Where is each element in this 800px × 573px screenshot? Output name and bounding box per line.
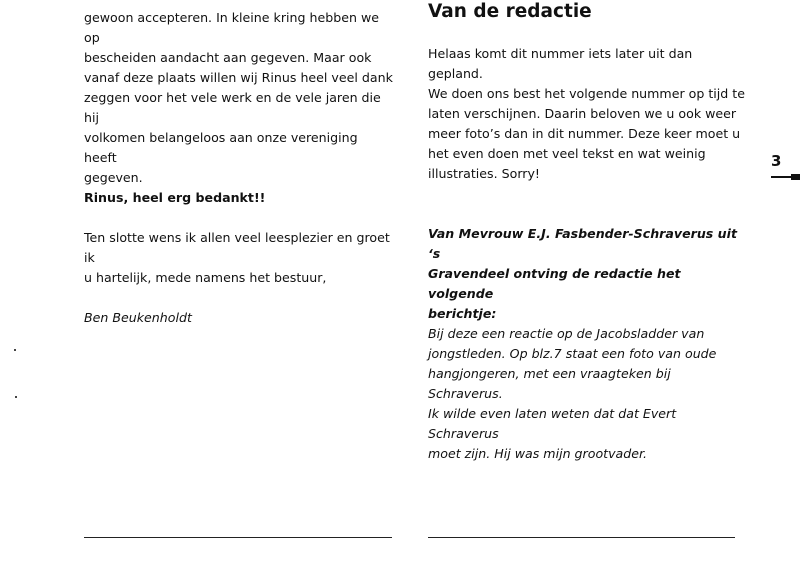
letter-line: moet zijn. Hij was mijn grootvader. bbox=[428, 446, 648, 461]
signature: Ben Beukenholdt bbox=[84, 310, 192, 325]
intro-line: We doen ons best het volgende nummer op tijd te bbox=[428, 86, 745, 101]
intro-line: illustraties. Sorry! bbox=[428, 166, 540, 181]
letter-line: jongstleden. Op blz.7 staat een foto van oude bbox=[428, 346, 717, 361]
left-text-line: zeggen voor het vele werk en de vele jaren die hij bbox=[84, 90, 381, 125]
page-number: 3 bbox=[771, 152, 782, 170]
letter-line: Ik wilde even laten weten dat dat Evert Schraverus bbox=[428, 406, 677, 441]
right-bottom-rule bbox=[428, 537, 735, 538]
thanks-line: Rinus, heel erg bedankt!! bbox=[84, 190, 266, 205]
intro-line: laten verschijnen. Daarin beloven we u ook weer bbox=[428, 106, 737, 121]
left-text-line: bescheiden aandacht aan gegeven. Maar ook bbox=[84, 50, 372, 65]
intro-line: Helaas komt dit nummer iets later uit dan gepland. bbox=[428, 46, 693, 81]
left-column bbox=[84, 8, 394, 328]
letter-intro-line: berichtje: bbox=[428, 306, 497, 321]
left-bottom-rule bbox=[84, 537, 392, 538]
letter-line: hangjongeren, met een vraagteken bij Schraverus. bbox=[428, 366, 671, 401]
intro-line: het even doen met veel tekst en wat weinig bbox=[428, 146, 706, 161]
section-heading: Van de redactie bbox=[428, 1, 592, 22]
left-text-line: volkomen belangeloos aan onze vereniging heeft bbox=[84, 130, 358, 165]
scan-speck bbox=[14, 349, 16, 351]
closing-line: Ten slotte wens ik allen veel leesplezier en groet ik bbox=[84, 230, 390, 265]
left-text-line: gegeven. bbox=[84, 170, 143, 185]
letter-intro-line: Van Mevrouw E.J. Fasbender-Schraverus uit ‘s bbox=[428, 226, 737, 261]
closing-line: u hartelijk, mede namens het bestuur, bbox=[84, 270, 327, 285]
right-column bbox=[428, 44, 748, 464]
left-text-line: gewoon accepteren. In kleine kring hebben we op bbox=[84, 10, 379, 45]
letter-intro-line: Gravendeel ontving de redactie het volgende bbox=[428, 266, 681, 301]
letter-line: Bij deze een reactie op de Jacobsladder van bbox=[428, 326, 705, 341]
page-number-tab bbox=[791, 174, 800, 180]
intro-line: meer foto’s dan in dit nummer. Deze keer moet u bbox=[428, 126, 741, 141]
left-text-line: vanaf deze plaats willen wij Rinus heel veel dank bbox=[84, 70, 393, 85]
scan-speck bbox=[15, 396, 17, 398]
